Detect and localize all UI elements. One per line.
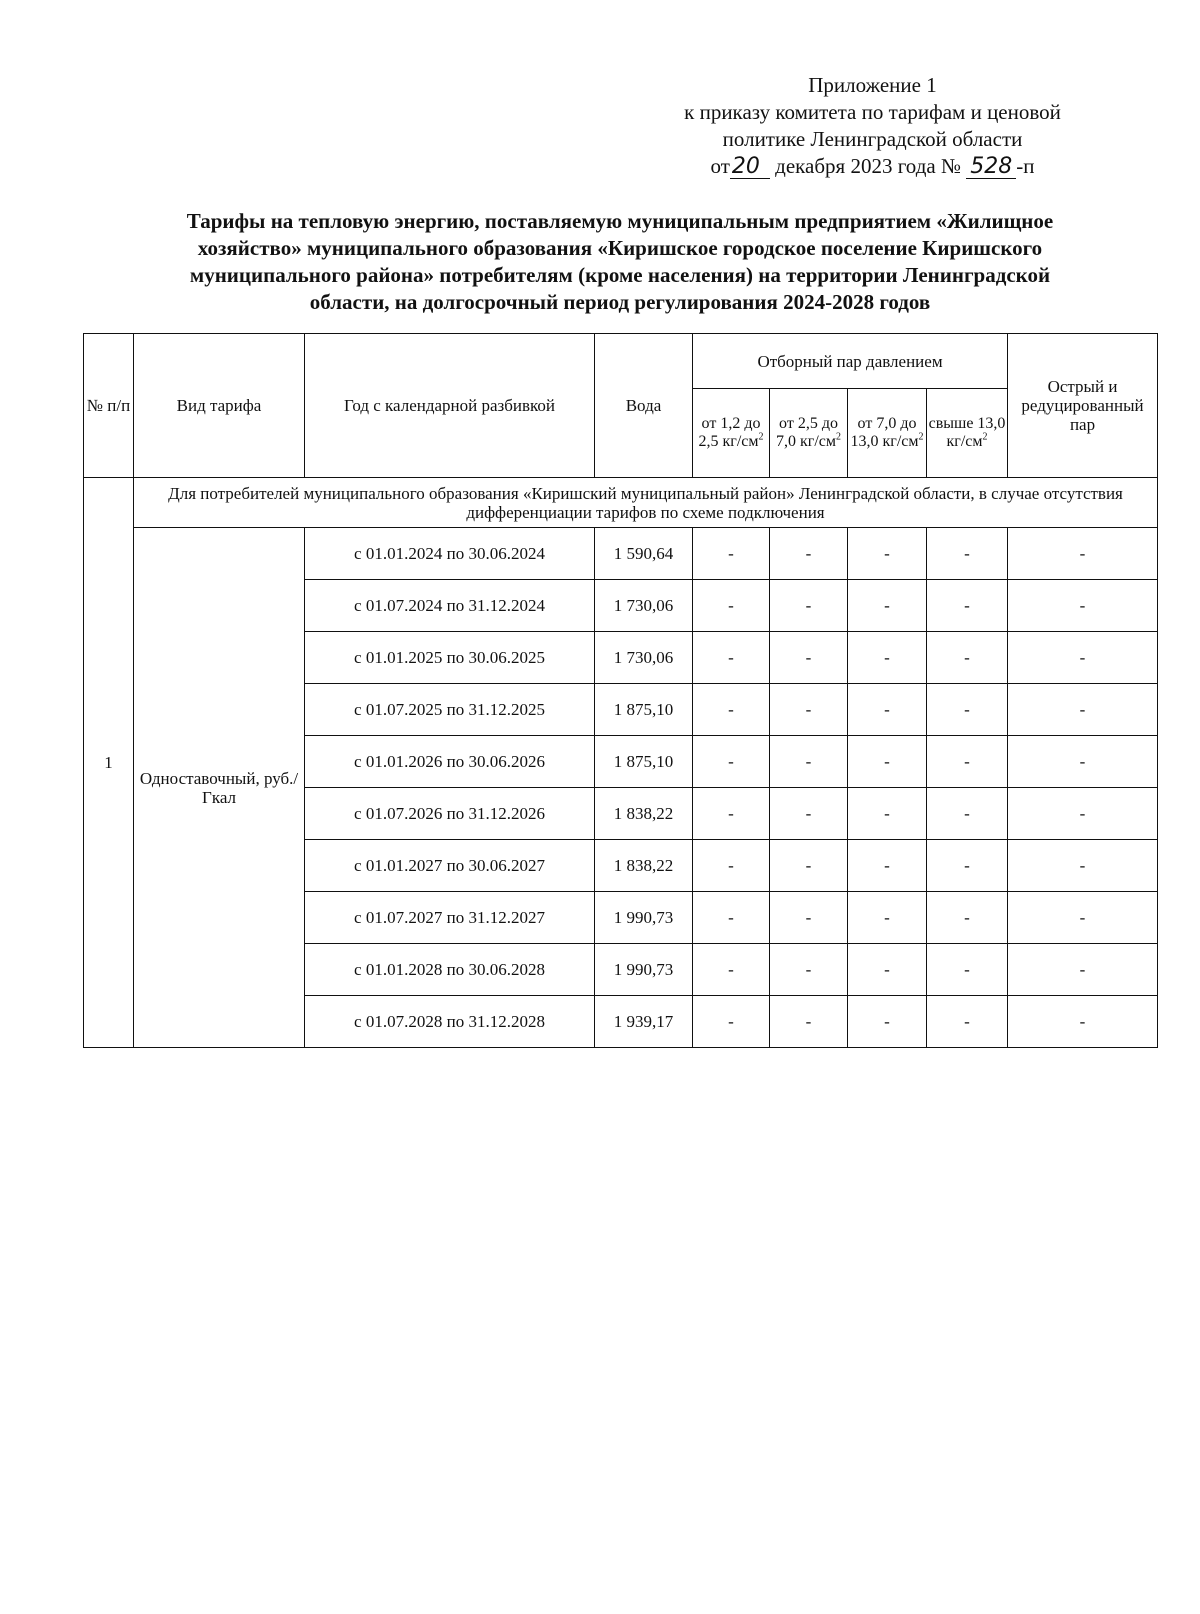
period-cell: с 01.07.2025 по 31.12.2025 bbox=[305, 684, 595, 736]
p4-cell: - bbox=[927, 580, 1008, 632]
p2-cell: - bbox=[770, 684, 848, 736]
p4-cell: - bbox=[927, 840, 1008, 892]
water-cell: 1 875,10 bbox=[595, 684, 693, 736]
water-cell: 1 875,10 bbox=[595, 736, 693, 788]
period-cell: с 01.07.2028 по 31.12.2028 bbox=[305, 996, 595, 1048]
title-line-3: муниципального района» потребителям (кроме населения) на территории Ленинградской bbox=[189, 263, 1051, 287]
sharp-cell: - bbox=[1008, 840, 1158, 892]
water-cell: 1 939,17 bbox=[595, 996, 693, 1048]
group-number: 1 bbox=[84, 478, 134, 1048]
p4-cell: - bbox=[927, 528, 1008, 580]
p3-cell: - bbox=[848, 528, 927, 580]
header-water: Вода bbox=[595, 334, 693, 478]
p4-cell: - bbox=[927, 996, 1008, 1048]
p1-cell: - bbox=[693, 840, 770, 892]
header-num: № п/п bbox=[84, 334, 134, 478]
p1-cell: - bbox=[693, 528, 770, 580]
handwritten-order-number: 528 bbox=[966, 156, 1016, 179]
p3-cell: - bbox=[848, 996, 927, 1048]
appendix-committee: политике Ленинградской области bbox=[722, 127, 1023, 151]
header-pressure-4: свыше 13,0 $кг/см^2$ bbox=[927, 389, 1008, 478]
period-cell: с 01.07.2027 по 31.12.2027 bbox=[305, 892, 595, 944]
p1-cell: - bbox=[693, 892, 770, 944]
header-steam-group: Отборный пар давлением bbox=[693, 334, 1008, 389]
water-cell: 1 730,06 bbox=[595, 580, 693, 632]
p1-cell: - bbox=[693, 580, 770, 632]
water-cell: 1 990,73 bbox=[595, 892, 693, 944]
group-row bbox=[84, 478, 1158, 528]
sharp-cell: - bbox=[1008, 892, 1158, 944]
water-cell: 1 730,06 bbox=[595, 632, 693, 684]
header-pressure-1: от 1,2 до 2,5 $кг/см^2$ bbox=[693, 389, 770, 478]
title-line-1: Тарифы на тепловую энергию, поставляемую муниципальным предприятием «Жилищное bbox=[186, 209, 1054, 233]
period-cell: с 01.07.2024 по 31.12.2024 bbox=[305, 580, 595, 632]
p2-cell: - bbox=[770, 736, 848, 788]
sharp-cell: - bbox=[1008, 528, 1158, 580]
p2-cell: - bbox=[770, 788, 848, 840]
handwritten-day: 20 bbox=[730, 156, 770, 179]
sharp-cell: - bbox=[1008, 684, 1158, 736]
p3-cell: - bbox=[848, 944, 927, 996]
appendix-date-line bbox=[600, 153, 1145, 180]
p2-cell: - bbox=[770, 840, 848, 892]
p3-cell: - bbox=[848, 632, 927, 684]
period-cell: с 01.07.2026 по 31.12.2026 bbox=[305, 788, 595, 840]
date-middle: декабря 2023 года № bbox=[775, 154, 961, 178]
water-cell: 1 838,22 bbox=[595, 788, 693, 840]
period-cell: с 01.01.2028 по 30.06.2028 bbox=[305, 944, 595, 996]
appendix-order-ref: к приказу комитета по тарифам и ценовой bbox=[684, 100, 1061, 124]
p4-cell: - bbox=[927, 684, 1008, 736]
document-title bbox=[110, 208, 1130, 316]
p2-cell: - bbox=[770, 632, 848, 684]
water-cell: 1 590,64 bbox=[595, 528, 693, 580]
header-pressure-3: от 7,0 до 13,0 $кг/см^2$ bbox=[848, 389, 927, 478]
period-cell: с 01.01.2026 по 30.06.2026 bbox=[305, 736, 595, 788]
title-line-4: области, на долгосрочный период регулирования 2024-2028 годов bbox=[309, 290, 931, 314]
appendix-header bbox=[600, 72, 1145, 180]
p3-cell: - bbox=[848, 788, 927, 840]
p1-cell: - bbox=[693, 736, 770, 788]
p1-cell: - bbox=[693, 996, 770, 1048]
header-pressure-2: от 2,5 до 7,0 $кг/см^2$ bbox=[770, 389, 848, 478]
header-period: Год с календарной разбивкой bbox=[305, 334, 595, 478]
header-kind: Вид тарифа bbox=[134, 334, 305, 478]
p4-cell: - bbox=[927, 892, 1008, 944]
p1-cell: - bbox=[693, 788, 770, 840]
sharp-cell: - bbox=[1008, 944, 1158, 996]
p2-cell: - bbox=[770, 892, 848, 944]
p4-cell: - bbox=[927, 944, 1008, 996]
sharp-cell: - bbox=[1008, 996, 1158, 1048]
header-sharp-steam: Острый и редуцированный пар bbox=[1008, 334, 1158, 478]
p4-cell: - bbox=[927, 788, 1008, 840]
date-prefix: от bbox=[710, 154, 730, 178]
order-suffix: -п bbox=[1016, 154, 1035, 178]
period-cell: с 01.01.2025 по 30.06.2025 bbox=[305, 632, 595, 684]
p4-cell: - bbox=[927, 632, 1008, 684]
p2-cell: - bbox=[770, 580, 848, 632]
appendix-number: Приложение 1 bbox=[808, 73, 937, 97]
title-line-2: хозяйство» муниципального образования «Киришское городское поселение Киришского bbox=[197, 236, 1043, 260]
sharp-cell: - bbox=[1008, 632, 1158, 684]
p2-cell: - bbox=[770, 528, 848, 580]
header-row-1 bbox=[84, 334, 1158, 389]
p2-cell: - bbox=[770, 996, 848, 1048]
p3-cell: - bbox=[848, 580, 927, 632]
tariff-table bbox=[83, 333, 1158, 1048]
tariff-kind: Одноставочный, руб./Гкал bbox=[134, 528, 305, 1048]
table-row bbox=[84, 528, 1158, 580]
period-cell: с 01.01.2024 по 30.06.2024 bbox=[305, 528, 595, 580]
p3-cell: - bbox=[848, 892, 927, 944]
period-cell: с 01.01.2027 по 30.06.2027 bbox=[305, 840, 595, 892]
water-cell: 1 990,73 bbox=[595, 944, 693, 996]
p3-cell: - bbox=[848, 684, 927, 736]
water-cell: 1 838,22 bbox=[595, 840, 693, 892]
sharp-cell: - bbox=[1008, 736, 1158, 788]
p3-cell: - bbox=[848, 736, 927, 788]
sharp-cell: - bbox=[1008, 580, 1158, 632]
p1-cell: - bbox=[693, 944, 770, 996]
p4-cell: - bbox=[927, 736, 1008, 788]
sharp-cell: - bbox=[1008, 788, 1158, 840]
p1-cell: - bbox=[693, 684, 770, 736]
p3-cell: - bbox=[848, 840, 927, 892]
p1-cell: - bbox=[693, 632, 770, 684]
group-description: Для потребителей муниципального образования «Киришский муниципальный район» Ленинградской области, в случае отсутствия дифференциации тарифов по схеме подключения bbox=[134, 478, 1158, 528]
p2-cell: - bbox=[770, 944, 848, 996]
